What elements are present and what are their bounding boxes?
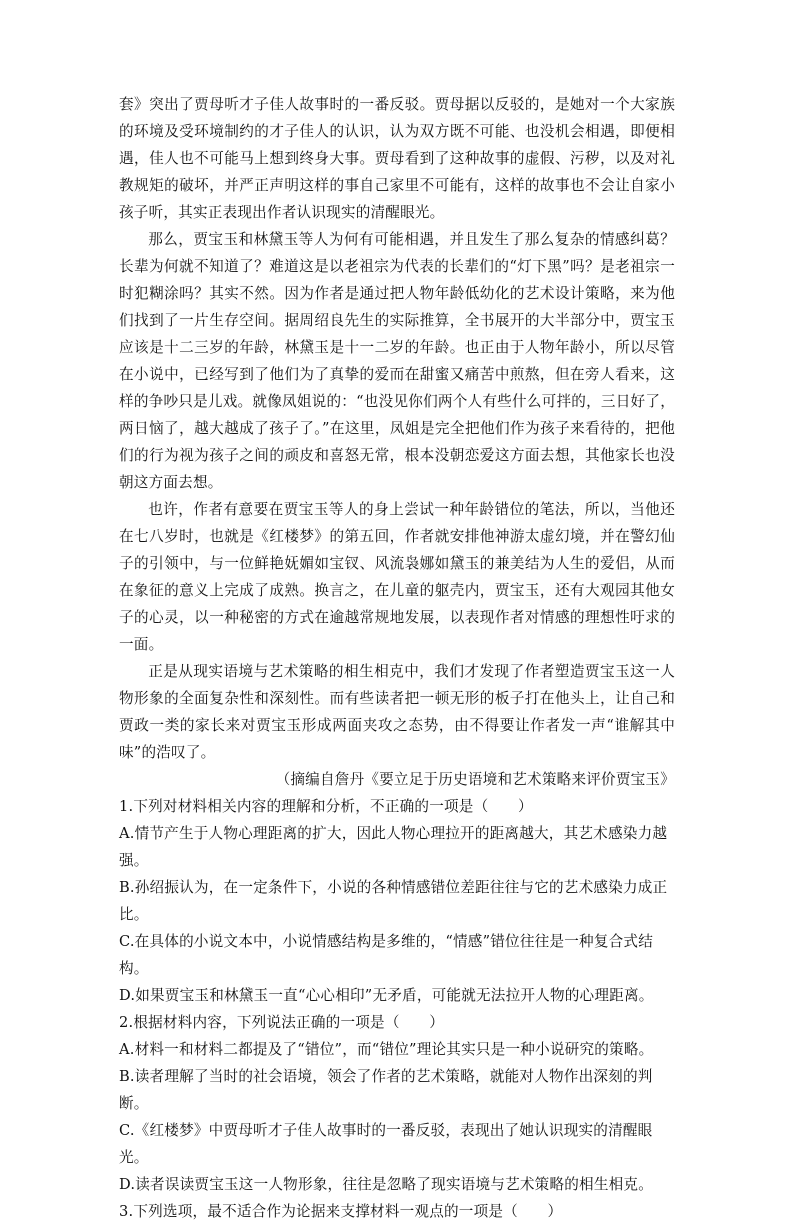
question-stem: 3.下列选项，最不适合作为论据来支撑材料一观点的一项是（ ） — [119, 1203, 563, 1220]
question-option-d: D.读者误读贾宝玉这一人物形象，往往是忽略了现实语境与艺术策略的相生相克。 — [119, 1176, 654, 1193]
passage-paragraph-2: 那么，贾宝玉和林黛玉等人为何有可能相遇，并且发生了那么复杂的情感纠葛？长辈为何就不知道了？难道这是以老祖宗为代表的长辈们的“灯下黑”吗？是老祖宗一时犯糊涂吗？其实不然。因为作者是通过把人物年龄低幼化的艺术设计策略，来为他们找到了一片生存空间。据周绍良先生的实际推算，全书展开的大半部分中，贾宝玉应该是十二三岁的年龄，林黛玉是十一二岁的年龄。也正由于人物年龄小，所以尽管在小说中，已经写到了他们为了真挚的爱而在甜蜜又痛苦中煎熬，但在旁人看来，这样的争吵只是儿戏。就像凤姐说的：“也没见你们两个人有些什么可拌的，三日好了，两日恼了，越大越成了孩子了。”在这里，凤姐是完全把他们作为孩子来看待的，把他们的行为视为孩子之间的顽皮和喜怒无常，根本没朝恋爱这方面去想，其他家长也没朝这方面去想。 — [119, 231, 675, 491]
question-option-c: C.《红楼梦》中贾母听才子佳人故事时的一番反驳，表现出了她认识现实的清醒眼光。 — [119, 1122, 653, 1166]
passage-paragraph-1: 套》突出了贾母听才子佳人故事时的一番反驳。贾母据以反驳的，是她对一个大家族的环境及受环境制约的才子佳人的认识，认为双方既不可能、也没机会相遇，即便相遇，佳人也不可能马上想到终身大事。贾母看到了这种故事的虚假、污秽，以及对礼教规矩的破坏，并严正声明这样的事自己家里不可能有，这样的故事也不会让自家小孩子听，其实正表现出作者认识现实的清醒眼光。 — [119, 96, 675, 221]
question-option-c: C.在具体的小说文本中，小说情感结构是多维的，“情感”错位往往是一种复合式结构。 — [119, 933, 653, 977]
question-option-b: B.读者理解了当时的社会语境，领会了作者的艺术策略，就能对人物作出深刻的判断。 — [119, 1068, 653, 1112]
question-option-d: D.如果贾宝玉和林黛玉一直“心心相印”无矛盾，可能就无法拉开人物的心理距离。 — [119, 987, 654, 1004]
passage-source: （摘编自詹丹《要立足于历史语境和艺术策略来评价贾宝玉》 — [275, 771, 675, 788]
question-2 — [119, 1009, 675, 1198]
question-option-a: A.情节产生于人物心理距离的扩大，因此人物心理拉开的距离越大，其艺术感染力越强。 — [119, 825, 668, 869]
document-content — [119, 91, 675, 1225]
question-stem: 2.根据材料内容，下列说法正确的一项是（ ） — [119, 1014, 444, 1031]
question-3 — [119, 1198, 675, 1225]
question-option-b: B.孙绍振认为，在一定条件下，小说的各种情感错位差距往往与它的艺术感染力成正比。 — [119, 879, 668, 923]
question-option-a: A.材料一和材料二都提及了“错位”，而“错位”理论其实只是一种小说研究的策略。 — [119, 1041, 654, 1058]
passage-paragraph-4: 正是从现实语境与艺术策略的相生相克中，我们才发现了作者塑造贾宝玉这一人物形象的全面复杂性和深刻性。而有些读者把一顿无形的板子打在他头上，让自己和贾政一类的家长来对贾宝玉形成两面夹攻之态势，由不得要让作者发一声“谁解其中味”的浩叹了。 — [119, 663, 675, 761]
question-stem: 1.下列对材料相关内容的理解和分析，不正确的一项是（ ） — [119, 798, 533, 815]
question-1 — [119, 793, 675, 1009]
passage-paragraph-3: 也许，作者有意要在贾宝玉等人的身上尝试一种年龄错位的笔法，所以，当他还在七八岁时，也就是《红楼梦》的第五回，作者就安排他神游太虚幻境，并在警幻仙子的引领中，与一位鲜艳妩媚如宝钗、风流袅娜如黛玉的兼美结为人生的爱侣，从而在象征的意义上完成了成熟。换言之，在儿童的躯壳内，贾宝玉，还有大观园其他女子的心灵，以一种秘密的方式在逾越常规地发展，以表现作者对情感的理想性吁求的一面。 — [119, 501, 675, 653]
